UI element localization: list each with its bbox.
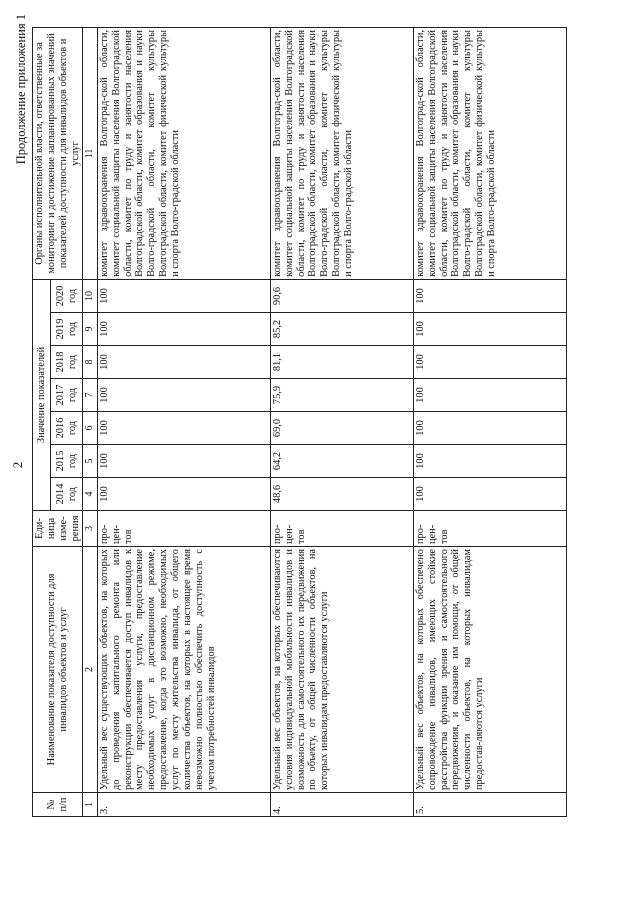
column-number: 10 [83, 279, 97, 312]
header-no: № п/п [33, 793, 83, 817]
appendix-note: Продолжение приложения 1 [14, 14, 28, 165]
indicator-name: Удельный вес объектов, на которых обеспечено сопровождение инвалидов, имеющих стойкие расстройства функции зрения и самостоятельного передвижения, и оказание им помощи, от общей численности объектов, на которых инвалидам предостав-ляются услуги [413, 547, 566, 793]
unit: про-цен-тов [97, 511, 270, 547]
value-2017: 100 [413, 379, 566, 412]
value-2018: 100 [413, 346, 566, 379]
row-number: 3. [97, 793, 270, 817]
header-year: 2020 год [51, 279, 83, 312]
table-row [97, 28, 270, 817]
value-2014: 48,6 [270, 478, 413, 511]
header-year: 2017 год [51, 379, 83, 412]
column-number: 1 [83, 793, 97, 817]
header-year: 2018 год [51, 346, 83, 379]
column-number: 6 [83, 412, 97, 445]
header-year: 2016 год [51, 412, 83, 445]
page-number: 2 [10, 461, 25, 469]
value-2015: 100 [413, 445, 566, 478]
indicator-name: Удельный вес существующих объектов, на которых до проведения капитального ремонта или реконструкции обеспечивается доступ инвалидов к месту предоставления услуги, предоставление необходимых услуг в дистанционном режиме, предоставление, когда это возможно, необходимых услуг по месту жительства инвалида, от общего количества объектов, на которых в настоящее время невозможно полностью обеспечить доступность с учетом потребностей инвалидов [97, 547, 270, 793]
column-number: 7 [83, 379, 97, 412]
unit: про-цен-тов [270, 511, 413, 547]
column-number: 3 [83, 511, 97, 547]
value-2018: 81,1 [270, 346, 413, 379]
value-2017: 100 [97, 379, 270, 412]
column-number: 8 [83, 346, 97, 379]
table-row [413, 28, 566, 817]
header-year: 2014 год [51, 478, 83, 511]
header-values-group: Значение показателей [33, 279, 51, 510]
column-number: 11 [83, 28, 97, 280]
value-2016: 69,0 [270, 412, 413, 445]
unit: про-цен-тов [413, 511, 566, 547]
column-number: 9 [83, 313, 97, 346]
value-2020: 90,6 [270, 279, 413, 312]
value-2016: 100 [97, 412, 270, 445]
value-2020: 100 [413, 279, 566, 312]
header-year: 2019 год [51, 313, 83, 346]
value-2017: 75,9 [270, 379, 413, 412]
value-2015: 100 [97, 445, 270, 478]
value-2018: 100 [97, 346, 270, 379]
column-number: 4 [83, 478, 97, 511]
responsible-organs: комитет здравоохранения Волгоград-ской области, комитет социальной защиты населения Волгоградской области, комитет по труду и занятости населения Волгоградской области, комитет образования и науки Волго-градской области, комитет культуры Волгоградской области, комитет физической культуры и спорта Волго-градской области [270, 28, 413, 280]
column-number: 5 [83, 445, 97, 478]
row-number: 4. [270, 793, 413, 817]
row-number: 5. [413, 793, 566, 817]
responsible-organs: комитет здравоохранения Волгоград-ской области, комитет социальной защиты населения Волгоградской области, комитет по труду и занятости населения Волгоградской области, комитет образования и науки Волго-градской области, комитет культуры Волгоградской области, комитет физической культуры и спорта Волго-градской области [97, 28, 270, 280]
header-year: 2015 год [51, 445, 83, 478]
value-2020: 100 [97, 279, 270, 312]
header-name: Наименование показателя доступности для инвалидов объектов и услуг [33, 547, 83, 793]
value-2016: 100 [413, 412, 566, 445]
value-2015: 64,2 [270, 445, 413, 478]
table-row [270, 28, 413, 817]
responsible-organs: комитет здравоохранения Волгоград-ской области, комитет социальной защиты населения Волгоградской области, комитет по труду и занятости населения Волгоградской области, комитет образования и науки Волго-градской области, комитет культуры Волгоградской области, комитет физической культуры и спорта Волго-градской области [413, 28, 566, 280]
indicator-name: Удельный вес объектов, на которых обеспечиваются условия индивидуальной мобильности инвалидов и возможность для самостоятельного их передвижения по объекту, от общей численности объектов, на которых инвалидам предоставляются услуги [270, 547, 413, 793]
value-2014: 100 [413, 478, 566, 511]
header-unit: Еди-ница изме-рения [33, 511, 83, 547]
header-organs: Органы исполнительной власти, ответственные за мониторинг и достижение запланированных значений показателей доступности для инвалидов объектов и услуг [33, 28, 83, 280]
value-2019: 100 [413, 313, 566, 346]
value-2019: 100 [97, 313, 270, 346]
value-2019: 85,2 [270, 313, 413, 346]
column-number: 2 [83, 547, 97, 793]
accessibility-indicators-table [32, 27, 567, 817]
value-2014: 100 [97, 478, 270, 511]
